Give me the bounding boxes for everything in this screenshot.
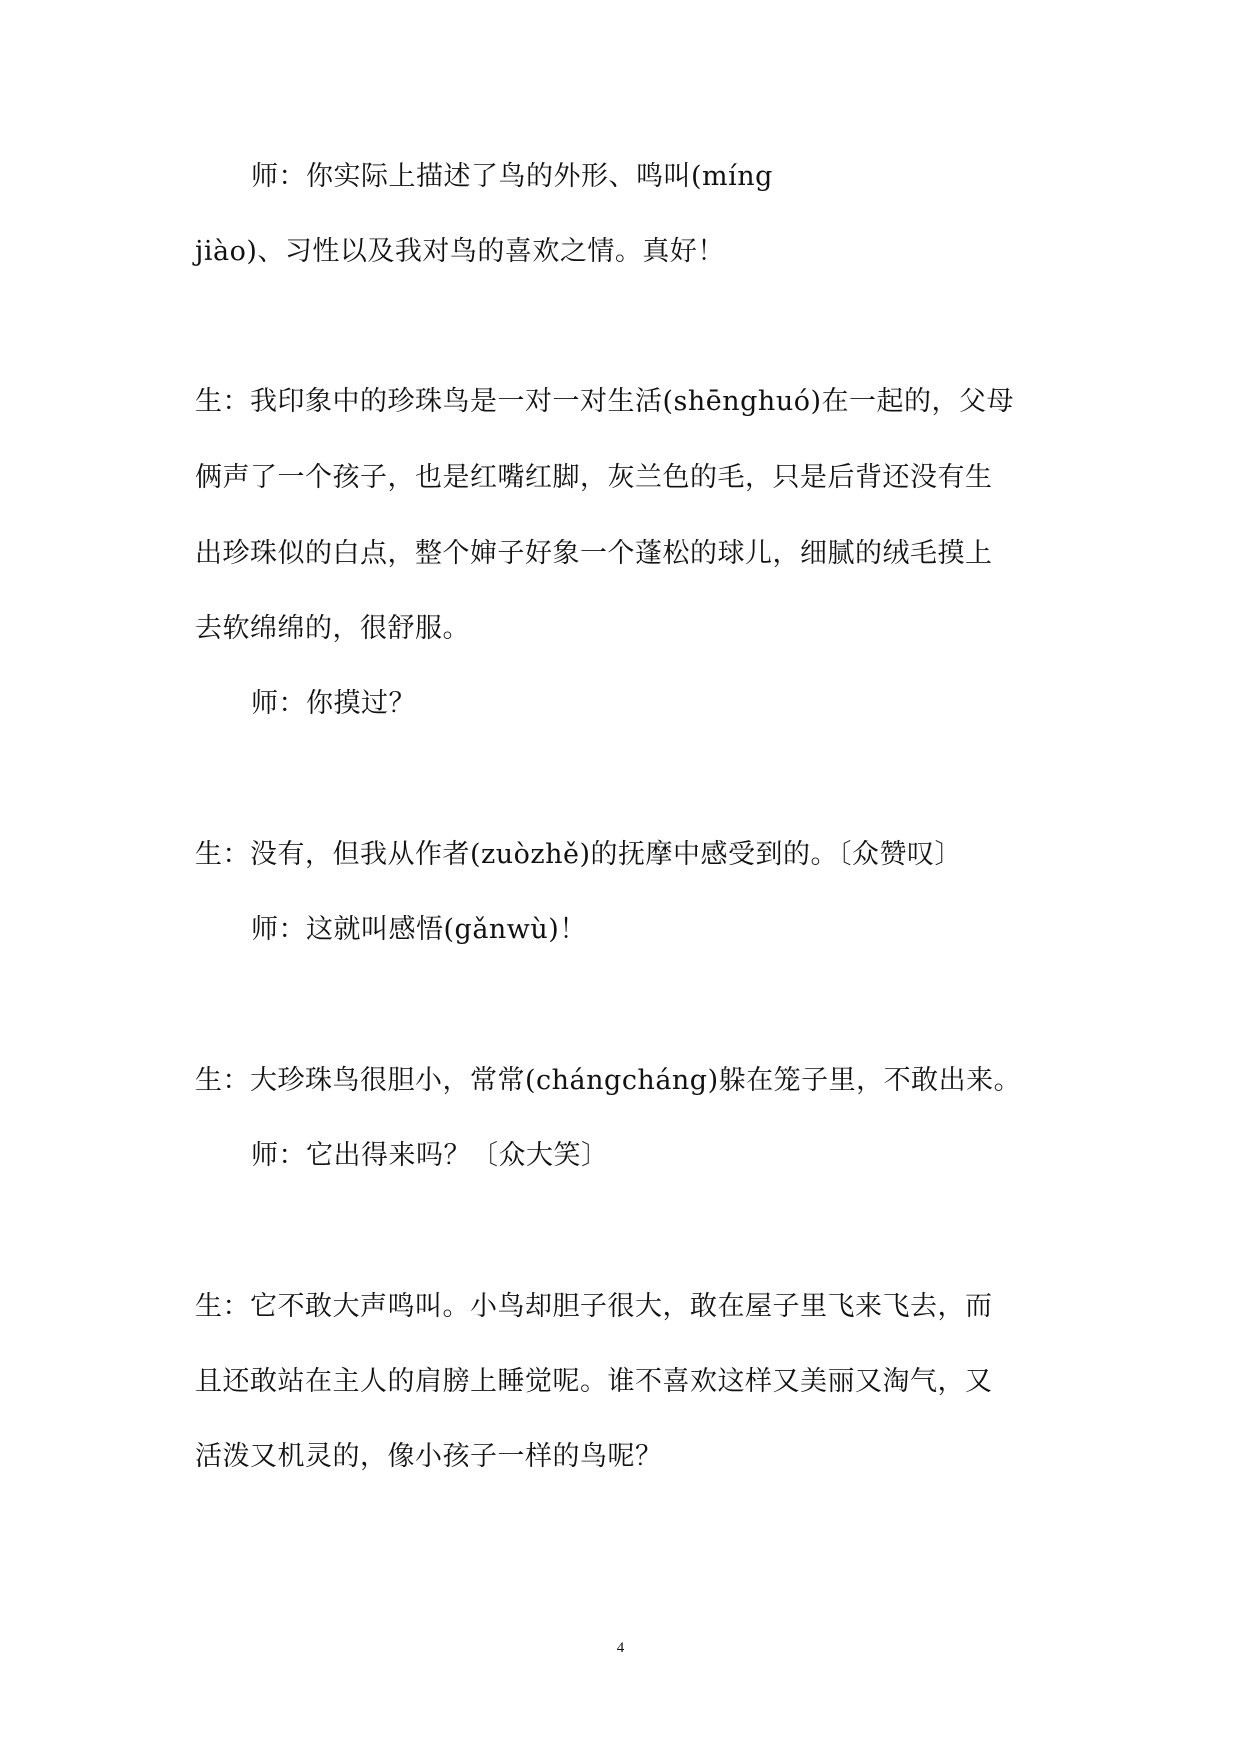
paragraph-line: 生：我印象中的珍珠鸟是一对一对生活(shēnghuó)在一起的，父母 xyxy=(195,386,1014,417)
paragraph-line: jiào)、习性以及我对鸟的喜欢之情。真好！ xyxy=(195,236,725,267)
paragraph-line: 出珍珠似的白点，整个婶子好象一个蓬松的球儿，细腻的绒毛摸上 xyxy=(195,538,993,569)
paragraph-line: 且还敢站在主人的肩膀上睡觉呢。谁不喜欢这样又美丽又淘气，又 xyxy=(195,1366,993,1397)
page-number: 4 xyxy=(616,1640,625,1656)
paragraph-line: 去软绵绵的，很舒服。 xyxy=(195,613,470,644)
paragraph-line: 生：没有，但我从作者(zuòzhě)的抚摩中感受到的。〔众赞叹〕 xyxy=(195,839,963,870)
paragraph-line: 生：大珍珠鸟很胆小，常常(chángcháng)躲在笼子里，不敢出来。 xyxy=(195,1065,1022,1096)
paragraph-line: 生：它不敢大声鸣叫。小鸟却胆子很大，敢在屋子里飞来飞去，而 xyxy=(195,1291,993,1322)
paragraph-line: 俩声了一个孩子，也是红嘴红脚，灰兰色的毛，只是后背还没有生 xyxy=(195,462,993,493)
paragraph-line: 师：你实际上描述了鸟的外形、鸣叫(míng xyxy=(251,161,773,192)
paragraph-line: 活泼又机灵的，像小孩子一样的鸟呢？ xyxy=(195,1441,663,1472)
paragraph-line: 师：它出得来吗？〔众大笑〕 xyxy=(251,1140,609,1171)
paragraph-line: 师：这就叫感悟(gǎnwù)！ xyxy=(251,914,587,945)
paragraph-line: 师：你摸过？ xyxy=(251,688,416,719)
